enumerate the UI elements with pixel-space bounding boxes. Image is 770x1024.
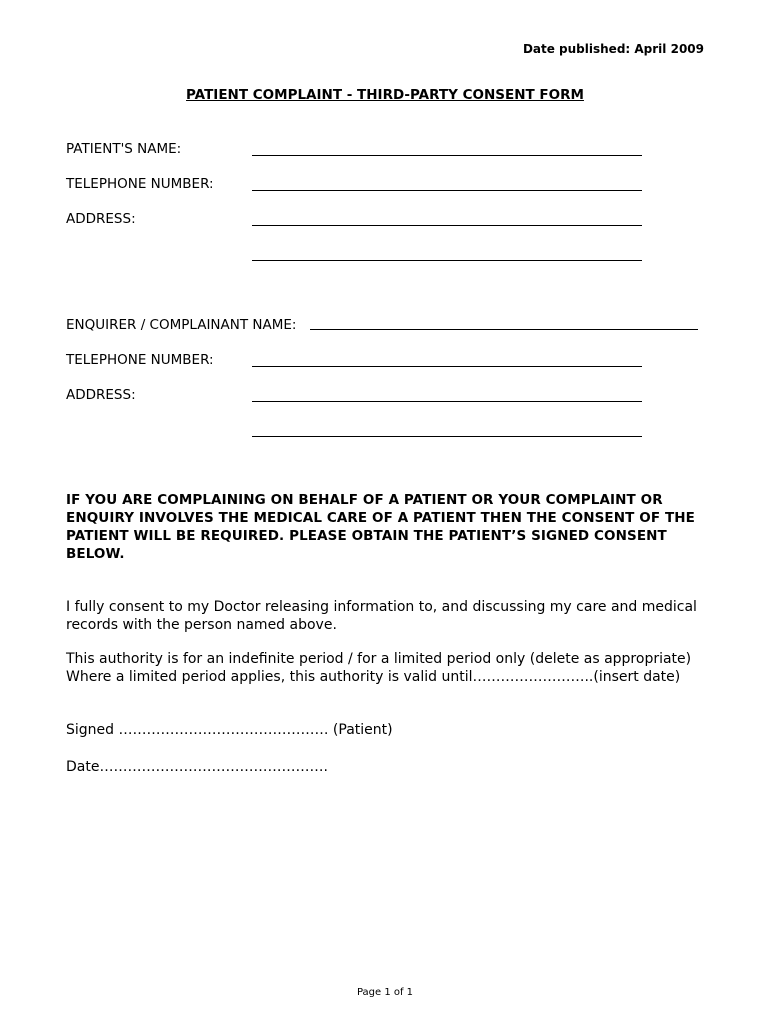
enquirer-name-field[interactable] bbox=[310, 329, 698, 330]
page-number: Page 1 of 1 bbox=[356, 987, 414, 998]
enquirer-address-field-line2[interactable] bbox=[252, 436, 642, 437]
patient-name-label: PATIENT'S NAME: bbox=[66, 141, 182, 157]
enquirer-name-label: ENQUIRER / COMPLAINANT NAME: bbox=[66, 317, 297, 333]
enquirer-telephone-field[interactable] bbox=[252, 366, 642, 367]
consent-statement: I fully consent to my Doctor releasing information to, and discussing my care and medical records with the person named above. bbox=[66, 599, 697, 633]
date-published: Date published: April 2009 bbox=[522, 42, 704, 56]
patient-address-field-line1[interactable] bbox=[252, 225, 642, 226]
patient-address-field-line2[interactable] bbox=[252, 260, 642, 261]
enquirer-address-label: ADDRESS: bbox=[66, 387, 136, 403]
patient-telephone-label: TELEPHONE NUMBER: bbox=[66, 176, 214, 192]
enquirer-telephone-label: TELEPHONE NUMBER: bbox=[66, 352, 214, 368]
enquirer-address-field-line1[interactable] bbox=[252, 401, 642, 402]
authority-period-text: This authority is for an indefinite period / for a limited period only (delete as appropriate) bbox=[66, 651, 692, 667]
signature-line: Signed ……………………………………… (Patient) bbox=[66, 722, 393, 738]
form-title: PATIENT COMPLAINT - THIRD-PARTY CONSENT FORM bbox=[186, 87, 584, 103]
patient-telephone-field[interactable] bbox=[252, 190, 642, 191]
authority-valid-until-text: Where a limited period applies, this authority is valid until……………………..(insert date) bbox=[66, 669, 681, 685]
date-line: Date…………………………………………. bbox=[66, 759, 328, 775]
consent-notice: IF YOU ARE COMPLAINING ON BEHALF OF A PATIENT OR YOUR COMPLAINT OR ENQUIRY INVOLVES THE MEDICAL CARE OF A PATIENT THEN THE CONSENT OF THE PATIENT WILL BE REQUIRED. PLEASE OBTAIN THE PATIENT’S SIGNED CONSENT BELOW. bbox=[66, 492, 695, 562]
patient-name-field[interactable] bbox=[252, 155, 642, 156]
patient-address-label: ADDRESS: bbox=[66, 211, 136, 227]
